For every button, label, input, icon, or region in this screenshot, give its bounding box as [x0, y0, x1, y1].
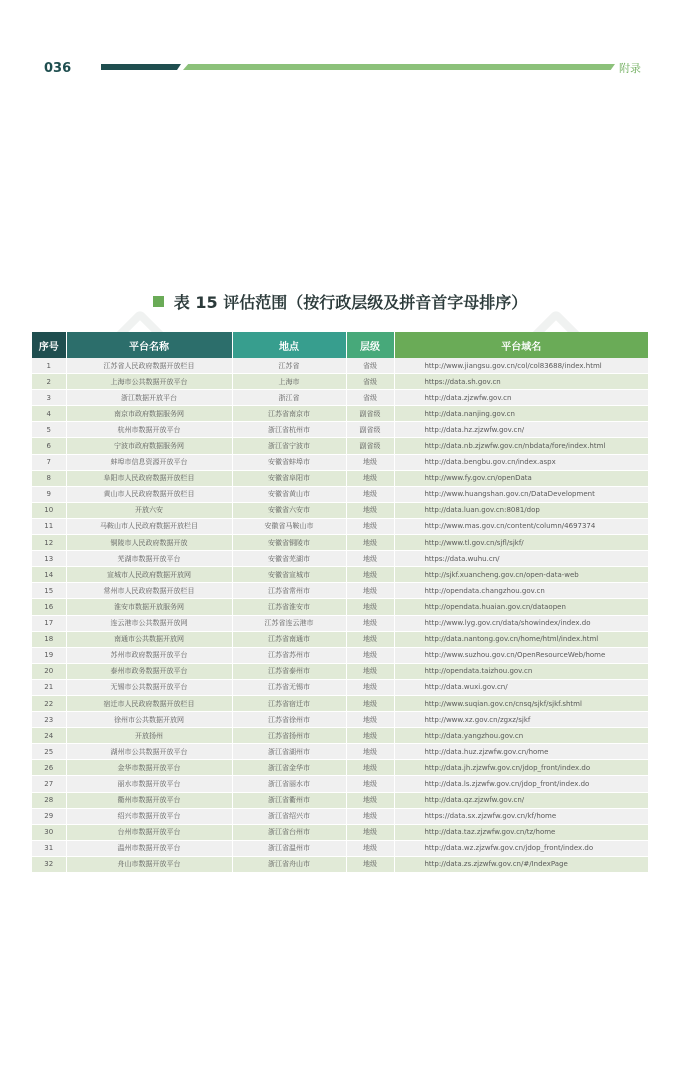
cell-level: 地级 [346, 470, 394, 486]
col-header-level: 层级 [346, 332, 394, 358]
cell-name: 开放扬州 [66, 728, 232, 744]
cell-no: 13 [32, 551, 66, 567]
cell-no: 31 [32, 840, 66, 856]
cell-location: 浙江省温州市 [232, 840, 346, 856]
table-header-row [32, 332, 648, 358]
cell-location: 江苏省连云港市 [232, 615, 346, 631]
cell-domain: http://data.zs.zjzwfw.gov.cn/#/IndexPage [394, 856, 648, 872]
cell-name: 苏州市政府数据开放平台 [66, 647, 232, 663]
cell-level: 地级 [346, 663, 394, 679]
cell-name: 衢州市数据开放平台 [66, 792, 232, 808]
cell-domain: http://www.suzhou.gov.cn/OpenResourceWeb/home [394, 647, 648, 663]
cell-level: 地级 [346, 840, 394, 856]
cell-domain: http://data.wz.zjzwfw.gov.cn/jdop_front/index.do [394, 840, 648, 856]
table-row [32, 567, 648, 583]
cell-level: 地级 [346, 744, 394, 760]
cell-name: 泰州市政务数据开放平台 [66, 663, 232, 679]
table-row [32, 422, 648, 438]
cell-location: 浙江省杭州市 [232, 422, 346, 438]
cell-no: 27 [32, 776, 66, 792]
cell-no: 8 [32, 470, 66, 486]
cell-no: 14 [32, 567, 66, 583]
cell-domain: http://data.jh.zjzwfw.gov.cn/jdop_front/index.do [394, 760, 648, 776]
cell-location: 江苏省泰州市 [232, 663, 346, 679]
cell-level: 地级 [346, 679, 394, 695]
table-row [32, 663, 648, 679]
cell-level: 省级 [346, 374, 394, 390]
cell-name: 舟山市数据开放平台 [66, 856, 232, 872]
cell-domain: http://data.hz.zjzwfw.gov.cn/ [394, 422, 648, 438]
header-bar-green [183, 64, 615, 70]
cell-domain: http://opendata.changzhou.gov.cn [394, 583, 648, 599]
cell-no: 10 [32, 502, 66, 518]
cell-level: 地级 [346, 551, 394, 567]
cell-no: 26 [32, 760, 66, 776]
table-row [32, 647, 648, 663]
cell-location: 江苏省苏州市 [232, 647, 346, 663]
cell-location: 浙江省湖州市 [232, 744, 346, 760]
col-header-no: 序号 [32, 332, 66, 358]
cell-name: 淮安市数据开放服务网 [66, 599, 232, 615]
cell-name: 南通市公共数据开放网 [66, 631, 232, 647]
cell-no: 1 [32, 358, 66, 374]
scope-table [32, 332, 648, 873]
table-row [32, 374, 648, 390]
cell-domain: http://data.huz.zjzwfw.gov.cn/home [394, 744, 648, 760]
cell-location: 安徽省宣城市 [232, 567, 346, 583]
cell-name: 金华市数据开放平台 [66, 760, 232, 776]
cell-name: 宿迁市人民政府数据开放栏目 [66, 695, 232, 711]
cell-domain: https://data.wuhu.cn/ [394, 551, 648, 567]
cell-level: 地级 [346, 695, 394, 711]
table-row [32, 486, 648, 502]
cell-domain: http://www.lyg.gov.cn/data/showindex/index.do [394, 615, 648, 631]
cell-name: 连云港市公共数据开放网 [66, 615, 232, 631]
cell-level: 副省级 [346, 422, 394, 438]
cell-name: 常州市人民政府数据开放栏目 [66, 583, 232, 599]
cell-no: 11 [32, 518, 66, 534]
cell-no: 7 [32, 454, 66, 470]
cell-level: 地级 [346, 535, 394, 551]
cell-name: 马鞍山市人民政府数据开放栏目 [66, 518, 232, 534]
table-row [32, 840, 648, 856]
cell-domain: http://data.yangzhou.gov.cn [394, 728, 648, 744]
cell-location: 安徽省芜湖市 [232, 551, 346, 567]
col-header-domain: 平台域名 [394, 332, 648, 358]
cell-name: 南京市政府数据服务网 [66, 406, 232, 422]
table-row [32, 744, 648, 760]
cell-location: 江苏省宿迁市 [232, 695, 346, 711]
cell-no: 18 [32, 631, 66, 647]
cell-name: 台州市数据开放平台 [66, 824, 232, 840]
cell-level: 地级 [346, 599, 394, 615]
cell-name: 杭州市数据开放平台 [66, 422, 232, 438]
cell-location: 江苏省南通市 [232, 631, 346, 647]
cell-level: 地级 [346, 615, 394, 631]
cell-location: 江苏省淮安市 [232, 599, 346, 615]
cell-domain: http://data.nantong.gov.cn/home/html/index.html [394, 631, 648, 647]
cell-level: 地级 [346, 567, 394, 583]
cell-no: 2 [32, 374, 66, 390]
cell-domain: http://data.nb.zjzwfw.gov.cn/nbdata/fore/index.html [394, 438, 648, 454]
cell-no: 19 [32, 647, 66, 663]
cell-name: 江苏省人民政府数据开放栏目 [66, 358, 232, 374]
table-row [32, 728, 648, 744]
table-row [32, 502, 648, 518]
cell-location: 安徽省黄山市 [232, 486, 346, 502]
cell-location: 安徽省马鞍山市 [232, 518, 346, 534]
cell-location: 安徽省铜陵市 [232, 535, 346, 551]
cell-name: 上海市公共数据开放平台 [66, 374, 232, 390]
cell-no: 30 [32, 824, 66, 840]
table-row [32, 776, 648, 792]
table-title [0, 290, 680, 313]
cell-location: 浙江省 [232, 390, 346, 406]
table-row [32, 454, 648, 470]
cell-location: 安徽省六安市 [232, 502, 346, 518]
table-row [32, 792, 648, 808]
table-row [32, 856, 648, 872]
cell-location: 浙江省绍兴市 [232, 808, 346, 824]
cell-domain: http://www.xz.gov.cn/zgxz/sjkf [394, 712, 648, 728]
cell-no: 3 [32, 390, 66, 406]
section-label: 附录 [619, 62, 641, 75]
cell-no: 4 [32, 406, 66, 422]
cell-name: 铜陵市人民政府数据开放 [66, 535, 232, 551]
cell-level: 地级 [346, 808, 394, 824]
table-row [32, 615, 648, 631]
cell-level: 地级 [346, 631, 394, 647]
cell-no: 9 [32, 486, 66, 502]
cell-name: 湖州市公共数据开放平台 [66, 744, 232, 760]
table-row [32, 438, 648, 454]
cell-domain: https://data.sx.zjzwfw.gov.cn/kf/home [394, 808, 648, 824]
cell-domain: http://www.suqian.gov.cn/cnsq/sjkf/sjkf.shtml [394, 695, 648, 711]
cell-level: 地级 [346, 712, 394, 728]
cell-name: 丽水市数据开放平台 [66, 776, 232, 792]
cell-domain: http://data.qz.zjzwfw.gov.cn/ [394, 792, 648, 808]
cell-name: 徐州市公共数据开放网 [66, 712, 232, 728]
cell-name: 浙江数据开放平台 [66, 390, 232, 406]
cell-domain: http://opendata.taizhou.gov.cn [394, 663, 648, 679]
cell-name: 温州市数据开放平台 [66, 840, 232, 856]
cell-name: 蚌埠市信息资源开放平台 [66, 454, 232, 470]
cell-no: 25 [32, 744, 66, 760]
cell-level: 地级 [346, 583, 394, 599]
cell-location: 江苏省扬州市 [232, 728, 346, 744]
cell-no: 5 [32, 422, 66, 438]
cell-domain: http://data.nanjing.gov.cn [394, 406, 648, 422]
cell-location: 江苏省徐州市 [232, 712, 346, 728]
cell-location: 安徽省蚌埠市 [232, 454, 346, 470]
table-row [32, 358, 648, 374]
cell-domain: http://data.bengbu.gov.cn/index.aspx [394, 454, 648, 470]
cell-location: 浙江省舟山市 [232, 856, 346, 872]
cell-level: 地级 [346, 728, 394, 744]
cell-location: 安徽省阜阳市 [232, 470, 346, 486]
cell-no: 12 [32, 535, 66, 551]
cell-domain: http://data.zjzwfw.gov.cn [394, 390, 648, 406]
cell-no: 17 [32, 615, 66, 631]
cell-location: 浙江省宁波市 [232, 438, 346, 454]
cell-name: 阜阳市人民政府数据开放栏目 [66, 470, 232, 486]
cell-domain: http://sjkf.xuancheng.gov.cn/open-data-web [394, 567, 648, 583]
table-row [32, 583, 648, 599]
table-row [32, 679, 648, 695]
cell-no: 15 [32, 583, 66, 599]
cell-domain: http://data.taz.zjzwfw.gov.cn/tz/home [394, 824, 648, 840]
cell-no: 16 [32, 599, 66, 615]
header-bar-dark [101, 64, 181, 70]
table-row [32, 599, 648, 615]
table-row [32, 551, 648, 567]
cell-domain: https://data.sh.gov.cn [394, 374, 648, 390]
table-row [32, 470, 648, 486]
cell-no: 24 [32, 728, 66, 744]
cell-domain: http://data.wuxi.gov.cn/ [394, 679, 648, 695]
cell-no: 21 [32, 679, 66, 695]
cell-level: 地级 [346, 518, 394, 534]
cell-domain: http://www.jiangsu.gov.cn/col/col83688/index.html [394, 358, 648, 374]
cell-name: 宁波市政府数据服务网 [66, 438, 232, 454]
table-row [32, 760, 648, 776]
table-title-text: 表 15 评估范围（按行政层级及拼音首字母排序） [173, 293, 528, 312]
table-body [32, 358, 648, 873]
table-row [32, 824, 648, 840]
cell-name: 黄山市人民政府数据开放栏目 [66, 486, 232, 502]
col-header-location: 地点 [232, 332, 346, 358]
cell-domain: http://www.huangshan.gov.cn/DataDevelopment [394, 486, 648, 502]
cell-name: 无锡市公共数据开放平台 [66, 679, 232, 695]
cell-location: 浙江省金华市 [232, 760, 346, 776]
cell-no: 28 [32, 792, 66, 808]
cell-location: 江苏省无锡市 [232, 679, 346, 695]
cell-location: 江苏省常州市 [232, 583, 346, 599]
col-header-name: 平台名称 [66, 332, 232, 358]
cell-level: 地级 [346, 760, 394, 776]
cell-domain: http://www.tl.gov.cn/sjfl/sjkf/ [394, 535, 648, 551]
cell-level: 地级 [346, 502, 394, 518]
cell-location: 浙江省丽水市 [232, 776, 346, 792]
cell-name: 宣城市人民政府数据开放网 [66, 567, 232, 583]
cell-name: 芜湖市数据开放平台 [66, 551, 232, 567]
cell-level: 地级 [346, 824, 394, 840]
cell-domain: http://data.ls.zjzwfw.gov.cn/jdop_front/index.do [394, 776, 648, 792]
cell-level: 省级 [346, 390, 394, 406]
cell-domain: http://data.luan.gov.cn:8081/dop [394, 502, 648, 518]
cell-no: 20 [32, 663, 66, 679]
cell-location: 上海市 [232, 374, 346, 390]
table-row [32, 406, 648, 422]
cell-no: 29 [32, 808, 66, 824]
cell-level: 地级 [346, 647, 394, 663]
table-row [32, 695, 648, 711]
cell-name: 开放六安 [66, 502, 232, 518]
cell-location: 江苏省 [232, 358, 346, 374]
cell-no: 6 [32, 438, 66, 454]
cell-level: 副省级 [346, 406, 394, 422]
cell-location: 浙江省衢州市 [232, 792, 346, 808]
cell-level: 地级 [346, 792, 394, 808]
cell-domain: http://www.mas.gov.cn/content/column/4697374 [394, 518, 648, 534]
table-row [32, 535, 648, 551]
cell-location: 江苏省南京市 [232, 406, 346, 422]
table-row [32, 712, 648, 728]
cell-level: 省级 [346, 358, 394, 374]
table-row [32, 631, 648, 647]
cell-domain: http://www.fy.gov.cn/openData [394, 470, 648, 486]
cell-level: 地级 [346, 454, 394, 470]
page-number: 036 [44, 61, 72, 76]
cell-level: 地级 [346, 856, 394, 872]
table-row [32, 808, 648, 824]
title-square-icon [153, 296, 164, 307]
cell-level: 副省级 [346, 438, 394, 454]
cell-no: 23 [32, 712, 66, 728]
cell-no: 22 [32, 695, 66, 711]
table-row [32, 518, 648, 534]
cell-location: 浙江省台州市 [232, 824, 346, 840]
cell-domain: http://opendata.huaian.gov.cn/dataopen [394, 599, 648, 615]
cell-level: 地级 [346, 776, 394, 792]
cell-no: 32 [32, 856, 66, 872]
cell-level: 地级 [346, 486, 394, 502]
cell-name: 绍兴市数据开放平台 [66, 808, 232, 824]
table-row [32, 390, 648, 406]
